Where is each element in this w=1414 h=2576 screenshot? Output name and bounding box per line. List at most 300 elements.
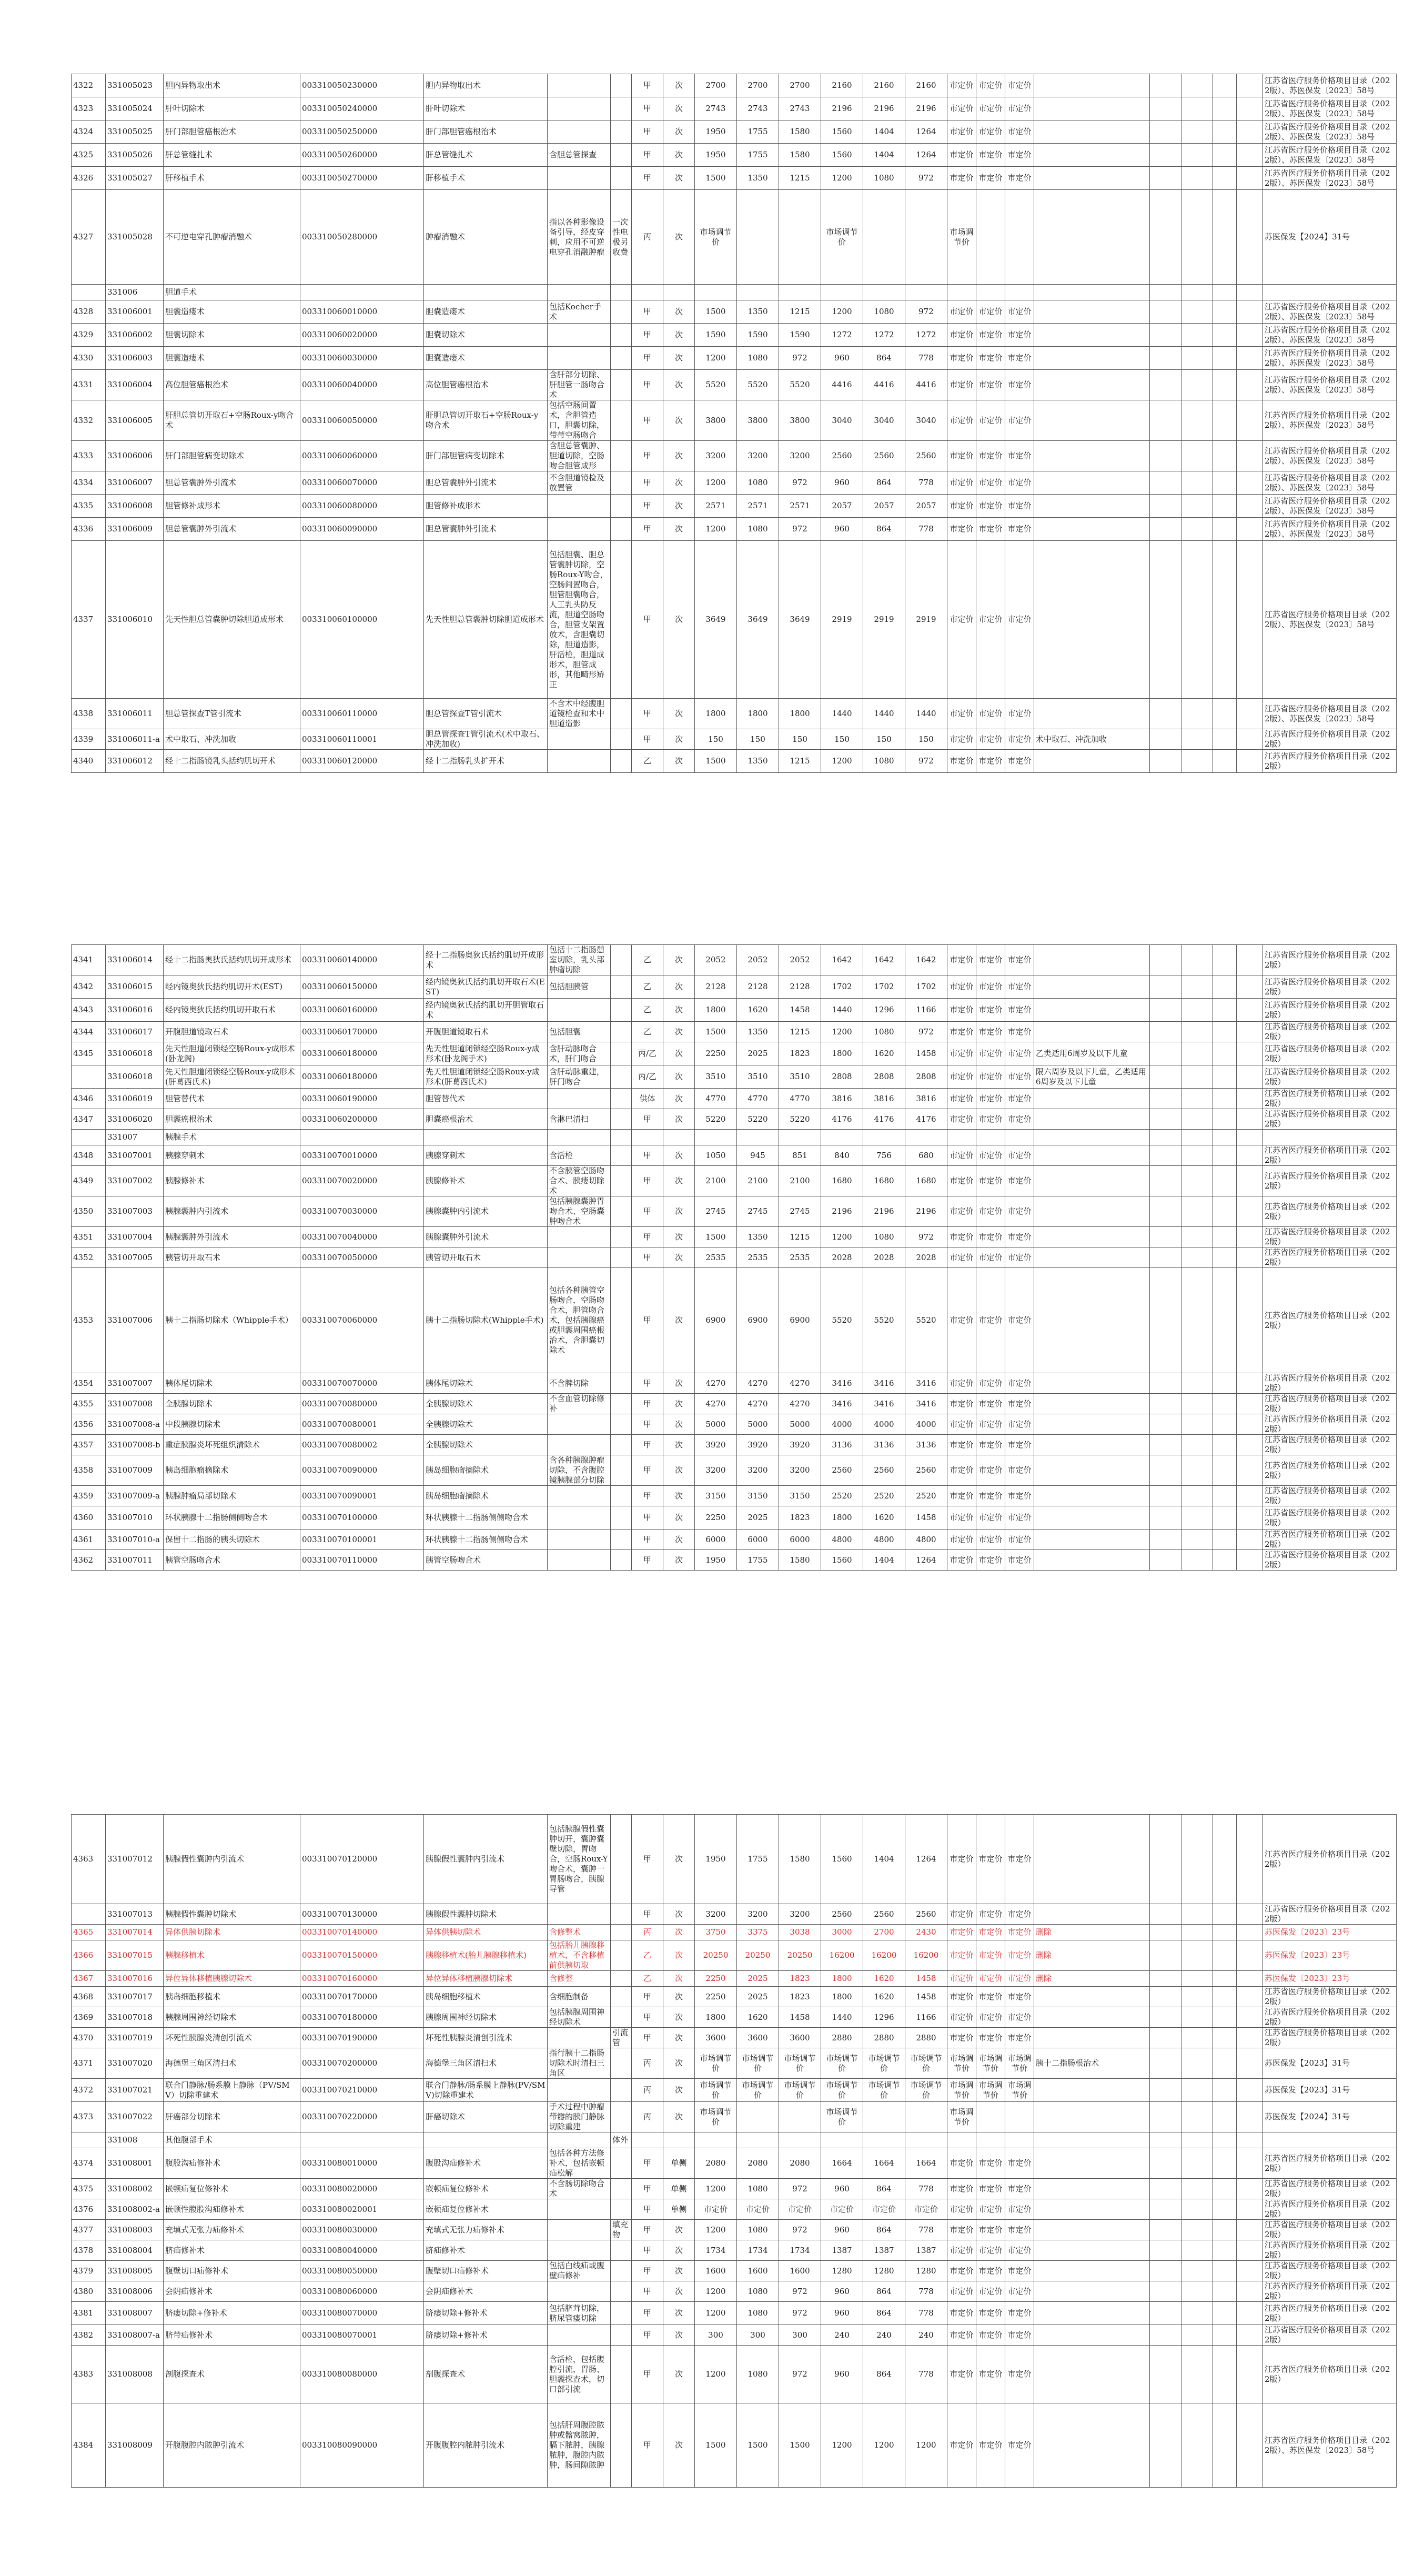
cell-unit: 次: [663, 300, 695, 324]
cell-nname: 经内镜奥狄氏括约肌切开胆管取石术: [424, 999, 548, 1022]
cell-s0: 市定价: [947, 1166, 976, 1196]
table-row: [72, 300, 1397, 324]
cell-s1: [976, 285, 1005, 300]
cell-s0: 市定价: [947, 2325, 976, 2346]
cell-seq: 4352: [72, 1247, 106, 1268]
cell-p5: 1264: [905, 120, 947, 144]
cell-s0: 市定价: [947, 1227, 976, 1247]
cell-p1: 2052: [737, 945, 779, 975]
cell-remark: [1034, 2346, 1150, 2403]
cell-unit: 次: [663, 2325, 695, 2346]
cell-s2: 市定价: [1005, 1042, 1034, 1065]
cell-ncode: 003310060190000: [300, 1089, 424, 1109]
cell-p4: 4176: [863, 1109, 905, 1130]
cell-seq: 4338: [72, 699, 106, 729]
cell-remark: [1034, 699, 1150, 729]
cell-note: [548, 1227, 611, 1247]
table-row: [72, 2148, 1397, 2179]
cell-s1: 市定价: [976, 1971, 1005, 1987]
cell-x1: [1150, 2220, 1181, 2240]
cell-note: 包括胰腺周围神经切除术: [548, 2007, 611, 2028]
cell-remark: [1034, 324, 1150, 347]
cell-x2: [1181, 1971, 1213, 1987]
cell-p0: 市场调节价: [695, 190, 737, 285]
cell-cat: 甲: [632, 1145, 663, 1166]
cell-s0: 市定价: [947, 2281, 976, 2302]
cell-nname: 脐疝修补术: [424, 2240, 548, 2261]
table-row: [72, 945, 1397, 975]
table-row: [72, 1268, 1397, 1373]
cell-s0: 市定价: [947, 2220, 976, 2240]
cell-basis: 江苏省医疗服务价格项目目录（2022版）: [1263, 2007, 1397, 2028]
cell-p4: 756: [863, 1145, 905, 1166]
cell-x4: [1237, 975, 1263, 999]
cell-x1: [1150, 441, 1181, 471]
cell-p0: 2571: [695, 495, 737, 518]
cell-remark: [1034, 1130, 1150, 1145]
cell-p2: 1458: [779, 999, 821, 1022]
cell-x4: [1237, 1506, 1263, 1530]
cell-s0: 市定价: [947, 2403, 976, 2488]
cell-x2: [1181, 1166, 1213, 1196]
cell-p3: 960: [821, 2179, 863, 2199]
cell-x3: [1213, 2403, 1237, 2488]
cell-name: 脐疝修补术: [164, 2240, 300, 2261]
cell-spanNote: [611, 1065, 632, 1089]
cell-spanNote: [611, 1414, 632, 1435]
cell-seq: 4383: [72, 2346, 106, 2403]
cell-p5: 778: [905, 2179, 947, 2199]
cell-s0: 市定价: [947, 2179, 976, 2199]
cell-ncode: 003310080010000: [300, 2148, 424, 2179]
cell-p2: 150: [779, 729, 821, 750]
cell-cat: 甲: [632, 2007, 663, 2028]
cell-s2: 市定价: [1005, 120, 1034, 144]
cell-x4: [1237, 750, 1263, 773]
cell-s1: 市定价: [976, 300, 1005, 324]
cell-p3: 市场调节价: [821, 2079, 863, 2102]
cell-s1: 市定价: [976, 441, 1005, 471]
cell-p5: [905, 285, 947, 300]
cell-basis: 江苏省医疗服务价格项目目录（2022版）、苏医保发〔2023〕58号: [1263, 167, 1397, 190]
cell-seq: 4371: [72, 2048, 106, 2079]
cell-p4: 1080: [863, 1227, 905, 1247]
cell-nname: 肝门部胆管病变切除术: [424, 441, 548, 471]
cell-p4: 1272: [863, 324, 905, 347]
cell-seq: 4329: [72, 324, 106, 347]
cell-s1: 市定价: [976, 1530, 1005, 1550]
cell-s0: 市定价: [947, 1971, 976, 1987]
cell-nname: 腹壁切口疝修补术: [424, 2261, 548, 2281]
cell-p0: 300: [695, 2325, 737, 2346]
cell-unit: [663, 1130, 695, 1145]
cell-s2: 市定价: [1005, 1940, 1034, 1971]
table-row: [72, 1130, 1397, 1145]
cell-p0: [695, 285, 737, 300]
cell-p3: 3136: [821, 1435, 863, 1455]
cell-basis: 苏医保发〔2023〕23号: [1263, 1971, 1397, 1987]
cell-nname: 胆内异物取出术: [424, 74, 548, 97]
cell-code: 331006008: [106, 495, 164, 518]
cell-s1: 市定价: [976, 1904, 1005, 1925]
cell-spanNote: [611, 2048, 632, 2079]
cell-cat: 甲: [632, 441, 663, 471]
cell-p4: 4000: [863, 1414, 905, 1435]
cell-x2: [1181, 144, 1213, 167]
cell-p4: 2196: [863, 1196, 905, 1227]
cell-x3: [1213, 1486, 1237, 1506]
cell-x4: [1237, 1550, 1263, 1571]
cell-x2: [1181, 1435, 1213, 1455]
cell-seq: 4337: [72, 541, 106, 699]
table-row: [72, 1904, 1397, 1925]
table-row: [72, 190, 1397, 285]
cell-x2: [1181, 300, 1213, 324]
cell-remark: 删除: [1034, 1925, 1150, 1940]
cell-p5: 972: [905, 1227, 947, 1247]
cell-s0: 市定价: [947, 347, 976, 370]
cell-nname: 先天性胆总管囊肿切除胆道成形术: [424, 541, 548, 699]
cell-note: 不含脾切除: [548, 1373, 611, 1394]
cell-remark: 删除: [1034, 1940, 1150, 1971]
cell-basis: 江苏省医疗服务价格项目目录（2022版）: [1263, 1904, 1397, 1925]
cell-remark: [1034, 167, 1150, 190]
cell-seq: 4327: [72, 190, 106, 285]
cell-p5: 1280: [905, 2261, 947, 2281]
cell-x1: [1150, 2048, 1181, 2079]
cell-code: 331008009: [106, 2403, 164, 2488]
cell-p5: 2430: [905, 1925, 947, 1940]
cell-x4: [1237, 370, 1263, 400]
cell-note: 含肝动脉重建，肝门吻合: [548, 1065, 611, 1089]
cell-p4: 1404: [863, 1550, 905, 1571]
cell-remark: [1034, 144, 1150, 167]
cell-p5: 2520: [905, 1486, 947, 1506]
cell-unit: 次: [663, 518, 695, 541]
cell-x4: [1237, 1042, 1263, 1065]
cell-x1: [1150, 167, 1181, 190]
cell-x3: [1213, 2148, 1237, 2179]
cell-p0: 6900: [695, 1268, 737, 1373]
cell-p0: 2250: [695, 1042, 737, 1065]
cell-p2: 1823: [779, 1971, 821, 1987]
cell-p1: 1350: [737, 1227, 779, 1247]
cell-ncode: 003310060110001: [300, 729, 424, 750]
cell-s1: 市定价: [976, 1022, 1005, 1042]
cell-x2: [1181, 2403, 1213, 2488]
cell-p0: 3200: [695, 1904, 737, 1925]
cell-p3: 市场调节价: [821, 2102, 863, 2132]
cell-p3: 2160: [821, 74, 863, 97]
cell-p0: 2080: [695, 2148, 737, 2179]
cell-x2: [1181, 471, 1213, 495]
cell-x1: [1150, 1940, 1181, 1971]
cell-nname: [424, 2132, 548, 2148]
cell-cat: 乙: [632, 1971, 663, 1987]
cell-p3: 3816: [821, 1089, 863, 1109]
cell-seq: 4375: [72, 2179, 106, 2199]
cell-x2: [1181, 1022, 1213, 1042]
cell-p0: 1800: [695, 999, 737, 1022]
cell-x4: [1237, 1022, 1263, 1042]
cell-note: 含肝动脉吻合术，肝门吻合: [548, 1042, 611, 1065]
cell-code: 331007003: [106, 1196, 164, 1227]
cell-x1: [1150, 1925, 1181, 1940]
cell-basis: 江苏省医疗服务价格项目目录（2022版）: [1263, 2346, 1397, 2403]
cell-s2: 市定价: [1005, 1486, 1034, 1506]
cell-ncode: 003310060090000: [300, 518, 424, 541]
cell-s1: 市定价: [976, 999, 1005, 1022]
cell-name: 联合门静脉/肠系膜上静脉（PV/SMV）切除重建术: [164, 2079, 300, 2102]
table-row: [72, 1435, 1397, 1455]
cell-p4: 240: [863, 2325, 905, 2346]
cell-p1: 1350: [737, 750, 779, 773]
cell-s0: 市定价: [947, 370, 976, 400]
cell-p2: 1215: [779, 167, 821, 190]
cell-x4: [1237, 1109, 1263, 1130]
cell-note: [548, 999, 611, 1022]
cell-x2: [1181, 1065, 1213, 1089]
cell-p4: 864: [863, 2281, 905, 2302]
cell-s2: 市定价: [1005, 2007, 1034, 2028]
table-row: [72, 518, 1397, 541]
cell-p0: [695, 2132, 737, 2148]
cell-unit: 次: [663, 1109, 695, 1130]
cell-s2: 市定价: [1005, 1268, 1034, 1373]
cell-spanNote: [611, 1247, 632, 1268]
cell-p4: 2880: [863, 2028, 905, 2048]
cell-ncode: 003310060010000: [300, 300, 424, 324]
cell-spanNote: [611, 400, 632, 441]
cell-x3: [1213, 144, 1237, 167]
cell-x2: [1181, 518, 1213, 541]
cell-basis: 江苏省医疗服务价格项目目录（2022版）: [1263, 1455, 1397, 1486]
cell-name: 经内镜奥狄氏括约肌切开术(EST): [164, 975, 300, 999]
cell-remark: [1034, 1394, 1150, 1414]
cell-unit: 次: [663, 370, 695, 400]
cell-basis: 江苏省医疗服务价格项目目录（2022版）: [1263, 1373, 1397, 1394]
cell-ncode: 003310060120000: [300, 750, 424, 773]
cell-x1: [1150, 2028, 1181, 2048]
cell-p1: 1590: [737, 324, 779, 347]
cell-x2: [1181, 1904, 1213, 1925]
cell-x1: [1150, 1455, 1181, 1486]
cell-ncode: 003310060140000: [300, 945, 424, 975]
cell-basis: 江苏省医疗服务价格项目目录（2022版）: [1263, 2325, 1397, 2346]
cell-seq: 4380: [72, 2281, 106, 2302]
cell-cat: 甲: [632, 120, 663, 144]
cell-spanNote: [611, 1435, 632, 1455]
cell-s1: 市定价: [976, 2325, 1005, 2346]
cell-s0: 市定价: [947, 2028, 976, 2048]
cell-remark: [1034, 2403, 1150, 2488]
cell-name: 胰腺周围神经切除术: [164, 2007, 300, 2028]
cell-ncode: [300, 2132, 424, 2148]
cell-spanNote: [611, 1394, 632, 1414]
cell-spanNote: [611, 1455, 632, 1486]
cell-x3: [1213, 1394, 1237, 1414]
cell-spanNote: [611, 1196, 632, 1227]
cell-s1: [976, 2102, 1005, 2132]
cell-nname: 先天性胆道闭锁经空肠Roux-y成形术(肝葛西氏术): [424, 1065, 548, 1089]
cell-s2: [1005, 285, 1034, 300]
cell-p5: 2196: [905, 1196, 947, 1227]
cell-p0: 2250: [695, 1987, 737, 2007]
cell-nname: 胆管修补成形术: [424, 495, 548, 518]
cell-p4: 1620: [863, 1971, 905, 1987]
cell-remark: [1034, 2148, 1150, 2179]
cell-unit: 次: [663, 2240, 695, 2261]
cell-spanNote: [611, 1987, 632, 2007]
cell-s2: 市定价: [1005, 699, 1034, 729]
cell-p2: 3920: [779, 1435, 821, 1455]
cell-p0: 1200: [695, 2302, 737, 2325]
cell-code: 331006001: [106, 300, 164, 324]
cell-s2: 市定价: [1005, 324, 1034, 347]
cell-cat: 乙: [632, 975, 663, 999]
cell-x1: [1150, 2346, 1181, 2403]
cell-note: [548, 285, 611, 300]
cell-code: 331007011: [106, 1550, 164, 1571]
cell-note: 含活检，包括腹腔引流，胃肠、胆囊探查术，切口部引流: [548, 2346, 611, 2403]
table-row: [72, 1530, 1397, 1550]
cell-cat: 甲: [632, 1394, 663, 1414]
table-row: [72, 2102, 1397, 2132]
cell-s1: 市定价: [976, 2281, 1005, 2302]
cell-p0: 2700: [695, 74, 737, 97]
cell-p3: 1560: [821, 1815, 863, 1904]
cell-x1: [1150, 1166, 1181, 1196]
table-row: [72, 1925, 1397, 1940]
table-row: [72, 1022, 1397, 1042]
cell-remark: [1034, 1373, 1150, 1394]
cell-note: 包括脐茸切除，脐尿管瘘切除: [548, 2302, 611, 2325]
cell-code: 331007009: [106, 1455, 164, 1486]
cell-code: 331007010-a: [106, 1530, 164, 1550]
cell-x2: [1181, 2199, 1213, 2220]
cell-seq: 4367: [72, 1971, 106, 1987]
cell-ncode: 003310080070001: [300, 2325, 424, 2346]
cell-p5: 3040: [905, 400, 947, 441]
cell-x2: [1181, 120, 1213, 144]
cell-p3: 4000: [821, 1414, 863, 1435]
cell-nname: 坏死性胰腺炎清创引流术: [424, 2028, 548, 2048]
sheet-block-2: [71, 944, 1390, 1571]
cell-s2: 市定价: [1005, 1987, 1034, 2007]
cell-x3: [1213, 1247, 1237, 1268]
cell-s0: 市定价: [947, 975, 976, 999]
cell-nname: 胰腺修补术: [424, 1166, 548, 1196]
cell-s0: 市定价: [947, 2199, 976, 2220]
cell-seq: 4360: [72, 1506, 106, 1530]
cell-p3: 1200: [821, 167, 863, 190]
cell-x2: [1181, 1268, 1213, 1373]
cell-spanNote: [611, 2240, 632, 2261]
cell-p5: 972: [905, 1022, 947, 1042]
cell-unit: 次: [663, 97, 695, 120]
cell-basis: 江苏省医疗服务价格项目目录（2022版）、苏医保发〔2023〕58号: [1263, 324, 1397, 347]
cell-s1: 市场调节价: [976, 2079, 1005, 2102]
cell-cat: 甲: [632, 167, 663, 190]
cell-x4: [1237, 1455, 1263, 1486]
cell-code: 331006016: [106, 999, 164, 1022]
cell-s0: 市定价: [947, 1373, 976, 1394]
cell-remark: [1034, 2199, 1150, 2220]
cell-x1: [1150, 190, 1181, 285]
cell-p1: 1755: [737, 1550, 779, 1571]
cell-spanNote: [611, 2102, 632, 2132]
cell-unit: 次: [663, 400, 695, 441]
cell-x4: [1237, 1089, 1263, 1109]
cell-ncode: [300, 1130, 424, 1145]
table-row: [72, 120, 1397, 144]
cell-p3: 1440: [821, 699, 863, 729]
cell-p4: 2700: [863, 1925, 905, 1940]
cell-p5: 972: [905, 300, 947, 324]
cell-x3: [1213, 1925, 1237, 1940]
cell-s2: 市定价: [1005, 1506, 1034, 1530]
cell-p2: 4270: [779, 1394, 821, 1414]
cell-p0: 2745: [695, 1196, 737, 1227]
cell-s1: 市定价: [976, 144, 1005, 167]
cell-seq: 4347: [72, 1109, 106, 1130]
cell-p3: 1560: [821, 120, 863, 144]
cell-p3: 3416: [821, 1373, 863, 1394]
cell-x4: [1237, 1940, 1263, 1971]
cell-name: 嵌顿性腹股沟疝修补术: [164, 2199, 300, 2220]
cell-basis: 苏医保发【2023】31号: [1263, 2079, 1397, 2102]
cell-cat: 甲: [632, 2179, 663, 2199]
cell-seq: 4355: [72, 1394, 106, 1414]
cell-x3: [1213, 975, 1237, 999]
cell-s1: 市定价: [976, 1506, 1005, 1530]
cell-spanNote: [611, 347, 632, 370]
cell-p4: 1440: [863, 699, 905, 729]
cell-unit: 次: [663, 1196, 695, 1227]
cell-p3: 3416: [821, 1394, 863, 1414]
cell-x4: [1237, 541, 1263, 699]
cell-code: 331007010: [106, 1506, 164, 1530]
cell-note: 含肝部分切除、肝胆管一肠吻合术: [548, 370, 611, 400]
table-row: [72, 1394, 1397, 1414]
cell-p5: 1166: [905, 999, 947, 1022]
cell-x3: [1213, 97, 1237, 120]
cell-name: 坏死性胰腺炎清创引流术: [164, 2028, 300, 2048]
cell-spanNote: [611, 144, 632, 167]
cell-cat: 丙: [632, 1925, 663, 1940]
cell-name: 胆管修补成形术: [164, 495, 300, 518]
cell-x1: [1150, 1904, 1181, 1925]
table-row: [72, 1065, 1397, 1089]
cell-p1: 2025: [737, 1042, 779, 1065]
cell-ncode: 003310070190000: [300, 2028, 424, 2048]
cell-p1: 3600: [737, 2028, 779, 2048]
cell-cat: 甲: [632, 370, 663, 400]
cell-x1: [1150, 347, 1181, 370]
cell-x4: [1237, 2261, 1263, 2281]
cell-basis: 江苏省医疗服务价格项目目录（2022版）: [1263, 1109, 1397, 1130]
cell-ncode: 003310070070000: [300, 1373, 424, 1394]
cell-x3: [1213, 2028, 1237, 2048]
cell-cat: 甲: [632, 2281, 663, 2302]
cell-p3: 2028: [821, 1247, 863, 1268]
cell-unit: 次: [663, 1166, 695, 1196]
cell-x3: [1213, 1530, 1237, 1550]
cell-ncode: 003310070010000: [300, 1145, 424, 1166]
cell-x4: [1237, 495, 1263, 518]
table-row: [72, 2028, 1397, 2048]
cell-s1: 市定价: [976, 2220, 1005, 2240]
